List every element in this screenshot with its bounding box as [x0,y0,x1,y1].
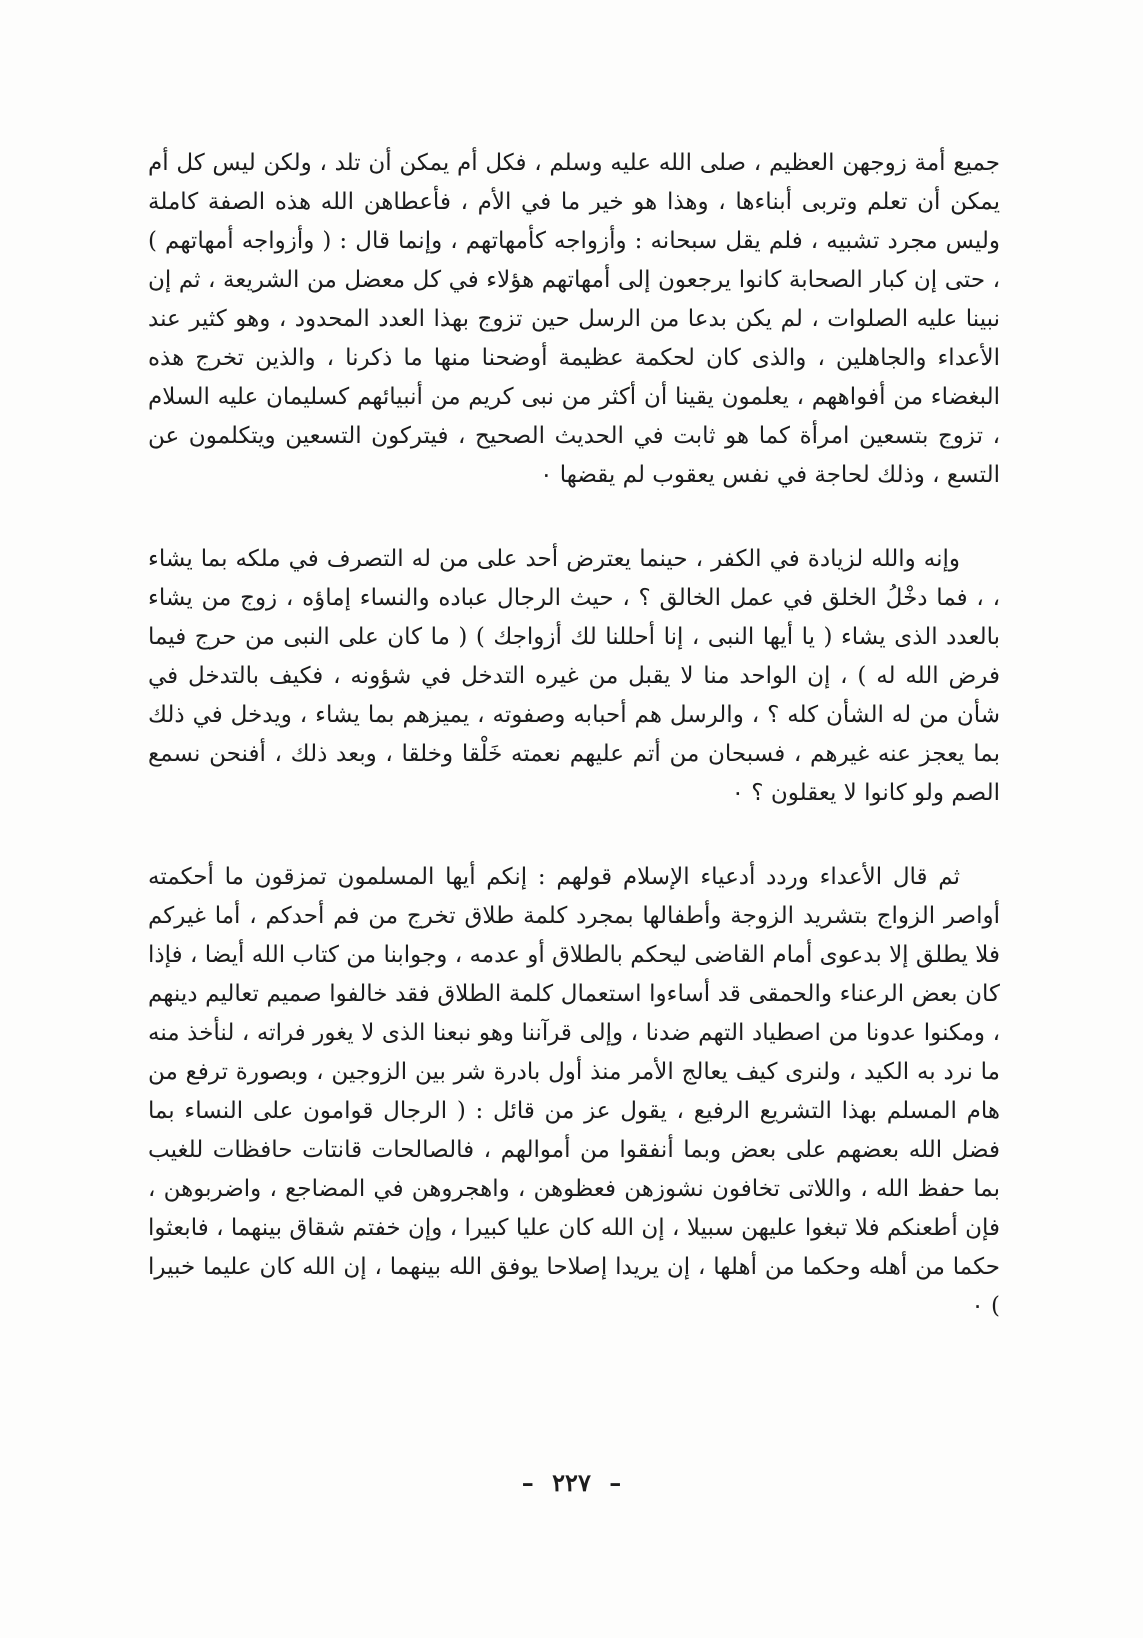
page-number-dash-left: – [521,1468,534,1497]
page-number-value: ٢٢٧ [552,1468,591,1497]
page-number-dash-right: – [609,1468,622,1497]
paragraph-1-text: جميع أمة زوجهن العظيم ، صلى الله عليه وسلم ، فكل أم يمكن أن تلد ، ولكن ليس كل أم يمكن أن تعلم وتربى أبناءها ، وهذا هو خير ما في الأم ، فأعطاهن الله هذه الصفة كاملة وليس مجرد تشبيه ، فلم يقل سبحانه : وأزواجه كأمهاتهم ، وإنما قال : ( وأزواجه أمهاتهم ) ، حتى إن كبار الصحابة كانوا يرجعون إلى أمهاتهم هؤلاء في كل معضل من الشريعة ، ثم إن نبينا عليه الصلوات ، لم يكن بدعا من الرسل حين تزوج بهذا العدد المحدود ، وهو كثير عند الأعداء والجاهلين ، والذى كان لحكمة عظيمة أوضحنا منها ما ذكرنا ، والذين تخرج هذه البغضاء من أفواههم ، يعلمون يقينا أن أكثر من نبى كريم من أنبيائهم كسليمان عليه السلام ، تزوج بتسعين امرأة كما هو ثابت في الحديث الصحيح ، فيتركون التسعين ويتكلمون عن التسع ، وذلك لحاجة في نفس يعقوب لم يقضها ٠ [148,150,1000,488]
paragraph-3-text: ثم قال الأعداء وردد أدعياء الإسلام قولهم : إنكم أيها المسلمون تمزقون ما أحكمته أواصر الزواج بتشريد الزوجة وأطفالها بمجرد كلمة طلاق تخرج من فم أحدكم ، أما غيركم فلا يطلق إلا بدعوى أمام القاضى ليحكم بالطلاق أو عدمه ، وجوابنا من كتاب الله أيضا ، فإذا كان بعض الرعناء والحمقى قد أساءوا استعمال كلمة الطلاق فقد خالفوا صميم تعاليم دينهم ، ومكنوا عدونا من اصطياد التهم ضدنا ، وإلى قرآننا وهو نبعنا الذى لا يغور فراته ، لنأخذ منه ما نرد به الكيد ، ولنرى كيف يعالج الأمر منذ أول بادرة شر بين الزوجين ، وبصورة ترفع من هام المسلم بهذا التشريع الرفيع ، يقول عز من قائل : ( الرجال قوامون على النساء بما فضل الله بعضهم على بعض وبما أنفقوا من أموالهم ، فالصالحات قانتات حافظات للغيب بما حفظ الله ، واللاتى تخافون نشوزهن فعظوهن ، واهجروهن في المضاجع ، واضربوهن ، فإن أطعنكم فلا تبغوا عليهن سبيلا ، إن الله كان عليا كبيرا ، وإن خفتم شقاق بينهما ، فابعثوا حكما من أهله وحكما من أهلها ، إن يريدا إصلاحا يوفق الله بينهما ، إن الله كان عليما خبيرا ) ٠ [148,864,1000,1319]
paragraph-2-text: وإنه والله لزيادة في الكفر ، حينما يعترض أحد على من له التصرف في ملكه بما يشاء ، ، فما دخْلُ الخلق في عمل الخالق ؟ ، حيث الرجال عباده والنساء إماؤه ، زوج من يشاء بالعدد الذى يشاء ( يا أيها النبى ، إنا أحللنا لك أزواجك ) ( ما كان على النبى من حرج فيما فرض الله له ) ، إن الواحد منا لا يقبل من غيره التدخل في شؤونه ، فكيف بالتدخل في شأن من له الشأن كله ؟ ، والرسل هم أحبابه وصفوته ، يميزهم بما يشاء ، ويدخل في ذلك بما يعجز عنه غيرهم ، فسبحان من أتم عليهم نعمته خَلْقا وخلقا ، وبعد ذلك ، أفنحن نسمع الصم ولو كانوا لا يعقلون ؟ ٠ [148,546,1000,806]
paragraph-3 [148,858,1000,1326]
paragraph-1 [148,144,1000,495]
page-number [0,1468,1143,1497]
paragraph-2 [148,540,1000,813]
